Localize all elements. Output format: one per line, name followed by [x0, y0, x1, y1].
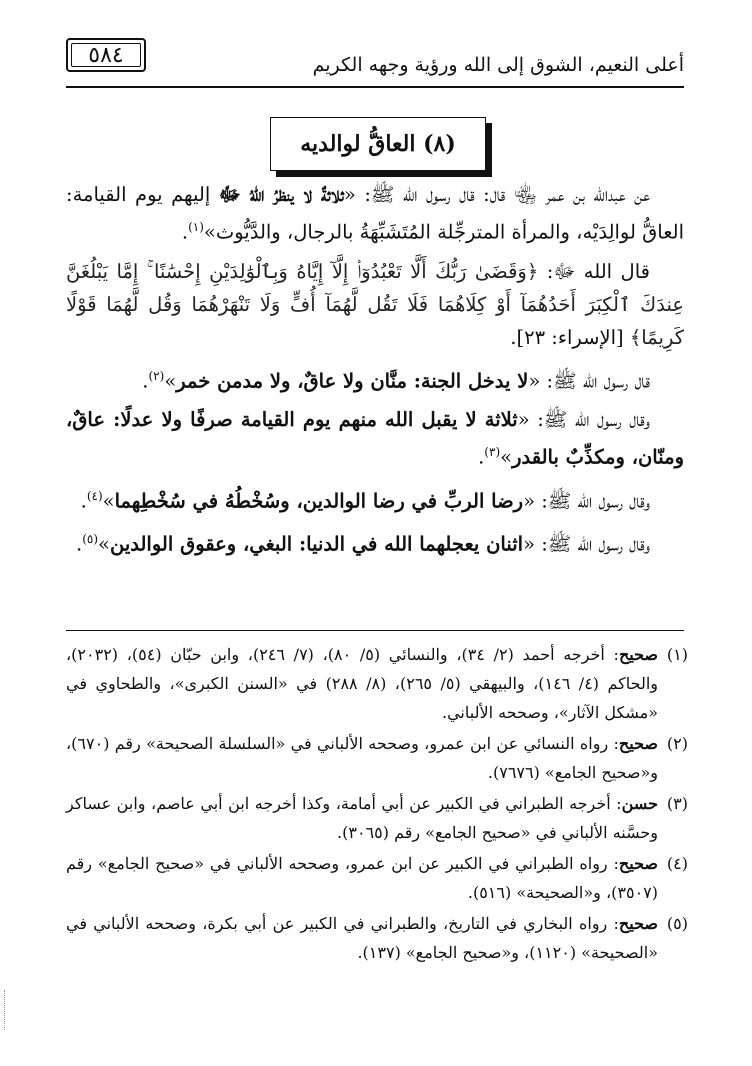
- footnote-text: : رواه البخاري في التاريخ، والطبراني في الكبير عن أبي بكرة، وصححه الألباني في «الصحيحة» (١١٢٠)، و«صحيح الجامع» (١٣٧).: [66, 914, 658, 962]
- hadith-text: ثلاثةٌ لا ينظرُ اللهُ ﷻ: [218, 183, 344, 206]
- footnote-number: (٤): [666, 854, 688, 873]
- main-text: [66, 178, 684, 567]
- footnotes: [66, 640, 688, 969]
- footnote-divider: [66, 630, 684, 631]
- footnote-item: [66, 909, 688, 967]
- footnote-item: [66, 789, 688, 847]
- footnote-number: (١): [666, 645, 688, 664]
- footnote-grade: صحيح: [618, 914, 658, 933]
- footnote-text: : رواه الطبراني في الكبير عن ابن عمرو، وصححه الألباني في «صحيح الجامع» رقم (٣٥٠٧)، و«الصحيحة» (٥١٦).: [66, 854, 658, 902]
- footnote-ref: (٤): [86, 488, 103, 503]
- paragraph-hadith-3: وقال رسول الله ﷺ: «ثلاثة لا يقبل الله منهم يوم القيامة صرفًا ولا عدلًا: عاقٌ، ومنّان، ومكذِّبٌ بالقدر»$^{(٣)}$.: [66, 408, 684, 469]
- footnote-grade: صحيح: [618, 854, 658, 873]
- paragraph-quran: قال الله ﷻ: ﴿وَقَضَىٰ رَبُّكَ أَلَّا تَعْبُدُوٓا۟ إِلَّآ إِيَّاهُ وَبِٱلْوَٰلِدَيْنِ إِحْسَٰنًا ۚ إِمَّا يَبْلُغَنَّ عِندَكَ ٱلْكِبَرَ أَحَدُهُمَآ أَوْ كِلَاهُمَا فَلَا تَقُل لَّهُمَآ أُفٍّ وَلَا تَنْهَرْهُمَا وَقُل لَّهُمَا قَوْلًا كَرِيمًا﴾ [الإسراء: ٢٣].: [66, 259, 684, 349]
- running-header: [66, 30, 684, 86]
- footnote-number: (٥): [666, 914, 688, 933]
- footnote-grade: حسن: [621, 794, 658, 813]
- footnote-text: : أخرجه الطبراني في الكبير عن أبي أمامة، وكذا أخرجه ابن أبي عاصم، وابن عساكر وحسَّنه الألباني في «صحيح الجامع» رقم (٣٠٦٥).: [66, 794, 658, 842]
- footnote-item: [66, 640, 688, 727]
- footnote-ref: (٢): [148, 368, 165, 383]
- hadith-text: اثنان يعجلهما الله في الدنيا: البغي، وعقوق الوالدين: [109, 532, 524, 556]
- quran-verse: ﴿وَقَضَىٰ رَبُّكَ أَلَّا تَعْبُدُوٓا۟ إِلَّآ إِيَّاهُ وَبِٱلْوَٰلِدَيْنِ إِحْسَٰنًا ۚ إِمَّا يَبْلُغَنَّ عِندَكَ ٱلْكِبَرَ أَحَدُهُمَآ أَوْ كِلَاهُمَا فَلَا تَقُل لَّهُمَآ أُفٍّ وَلَا تَنْهَرْهُمَا وَقُل لَّهُمَا قَوْلًا كَرِيمًا﴾: [66, 259, 684, 349]
- footnote-number: (٢): [666, 734, 688, 753]
- footnote-ref: (١): [188, 220, 204, 234]
- footnote-text: : أخرجه أحمد (٢/ ٣٤)، والنسائي (٥/ ٨٠)، (٧/ ٢٤٦)، وابن حبّان (٥٤)، (٢٠٣٢)، والحاكم (٤/ ١٤٦)، والبيهقي (٥/ ٢٦٥)، (٨/ ٢٨٨) في «السنن الكبرى»، والطحاوي في «مشكل الآثار»، وصححه الألباني.: [66, 645, 659, 722]
- footnote-grade: صحيح: [618, 645, 659, 664]
- footnote-item: [66, 849, 688, 907]
- book-title: أعلى النعيم، الشوق إلى الله ورؤية وجهه الكريم: [312, 54, 684, 76]
- footnote-ref: (٥): [82, 532, 99, 546]
- footnote-item: [66, 729, 688, 787]
- paragraph-hadith-5: وقال رسول الله ﷺ: «اثنان يعجلهما الله في الدنيا: البغي، وعقوق الوالدين»$^{(٥)}$.: [76, 532, 650, 556]
- footnote-text: : رواه النسائي عن ابن عمرو، وصححه الألباني في «السلسلة الصحيحة» رقم (٦٧٠)، و«صحيح الجامع» (٧٦٧٦).: [66, 734, 658, 782]
- footnote-number: (٣): [666, 794, 688, 813]
- footnote-ref: (٣): [484, 445, 501, 459]
- hadith-text: ثلاثة لا يقبل الله منهم يوم القيامة صرفًا ولا عدلًا: عاقٌ، ومنّان، ومكذِّبٌ بالقدر: [66, 408, 684, 469]
- chapter-heading: (٨) العاقُّ لوالديه: [270, 117, 486, 171]
- verse-citation: [الإسراء: ٢٣].: [510, 325, 630, 349]
- paragraph-hadith-4: وقال رسول الله ﷺ: «رضا الربِّ في رضا الوالدين، وسُخْطُهُ في سُخْطِهما»$^{(٤)}$.: [80, 488, 650, 512]
- page-number: ٥٨٤: [66, 38, 146, 72]
- hadith-text: لا يدخل الجنة: منَّان ولا عاقٌ، ولا مدمن خمر: [176, 369, 529, 392]
- paragraph-hadith-2: قال رسول الله ﷺ: «لا يدخل الجنة: منَّان ولا عاقٌ، ولا مدمن خمر»$^{(٢)}$.: [142, 368, 650, 392]
- header-divider: [66, 86, 684, 88]
- scan-edge-mark: [4, 990, 7, 1030]
- footnote-grade: صحيح: [618, 734, 658, 753]
- paragraph-hadith-1: عن عبدالله بن عمر ﵄ قال: قال رسول الله ﷺ: «ثلاثةٌ لا ينظرُ اللهُ ﷻ إليهم يوم القيامة: العاقُّ لوالِدَيْه، والمرأة المترجِّلة المُتَشَبِّهَةُ بالرجال، والدَّيُّوث»$^{(١)}$.: [66, 183, 684, 244]
- hadith-text: رضا الربِّ في رضا الوالدين، وسُخْطُهُ في سُخْطِهما: [114, 489, 524, 512]
